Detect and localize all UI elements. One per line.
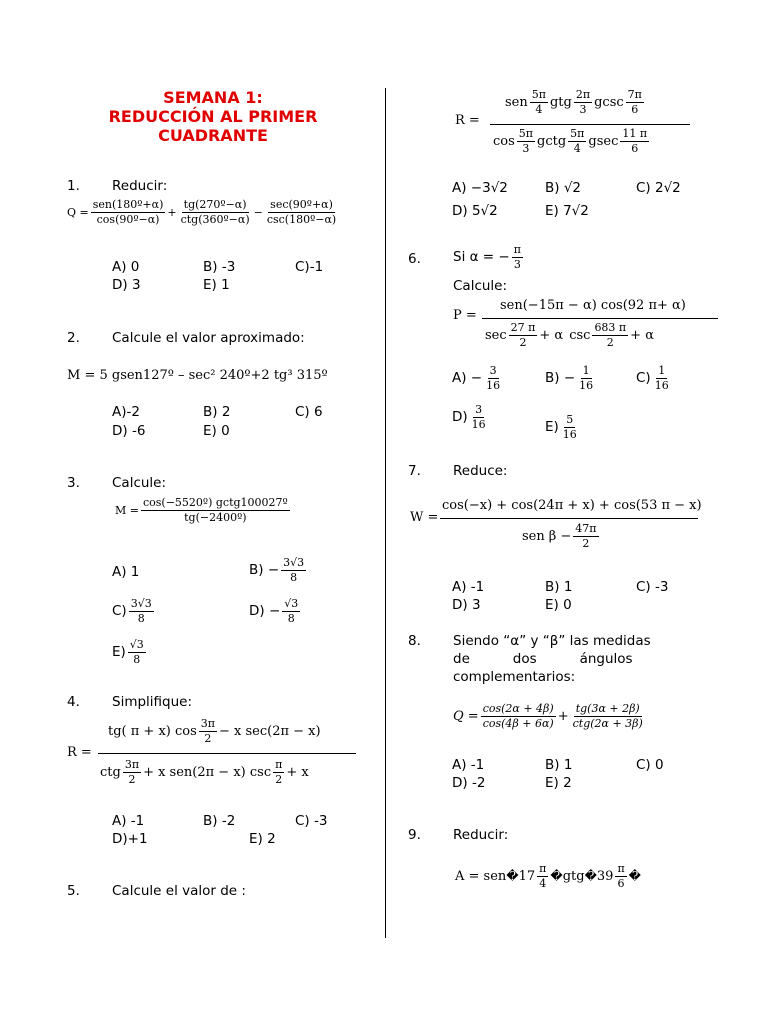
problem-2-option-c: C) 6 [295,404,323,420]
problem-7-numerator: cos(−x) + cos(24π + x) + cos(53 π − x) [442,498,702,513]
problem-7-option-a: A) -1 [452,579,485,595]
problem-9-formula: A = sen � 17 $\frac{\pi}{4}$ � gtg � 39 $\frac{\pi}{6}$ � [455,862,641,890]
problem-6-option-d: D) $\frac{3}{16}$ [452,403,486,431]
problem-5-lhs: R = [455,113,480,128]
title-line-3: CUADRANTE [158,126,268,145]
problem-7-option-b: B) 1 [545,579,573,595]
title-line-2: REDUCCIÓN AL PRIMER [108,107,318,126]
problem-3-option-d: D) − $\frac{√3}{8}$ [249,597,299,625]
problem-8-prompt-line1: Siendo “α” y “β” las medidas [453,633,651,649]
problem-2-prompt: Calcule el valor aproximado: [112,330,305,346]
problem-4-option-d: D)+1 [112,831,148,847]
problem-7-option-c: C) -3 [636,579,669,595]
problem-7-denominator: sen β − $\frac{47\pi}{2}$ [522,522,597,550]
problem-4-number: 4. [67,694,80,710]
problem-8-formula: Q = $\frac{\cos(2\alpha + 4\beta)}{\cos(4\beta + 6\alpha)}$ + $\frac{tg(3\alpha + 2\beta)}{\text{ctg(2α + 3β)}}$ [453,702,643,730]
problem-7-fraction-bar [440,518,698,519]
problem-5-prompt: Calcule el valor de : [112,883,246,899]
problem-6-option-a: A) − $\frac{3}{16}$ [452,364,501,392]
problem-5-fraction-bar [490,124,690,125]
problem-8-number: 8. [408,633,421,649]
problem-1-option-d: D) 3 [112,277,141,293]
problem-1-option-c: C)-1 [295,259,324,275]
problem-1-option-b: B) -3 [203,259,236,275]
problem-1-formula: Q = $\frac{\text{sen(180º+α)}}{\text{cos(90º−α)}}$ + $\frac{\text{tg(270º−α)}}{\text{ctg(360º−α)}}$ − $\frac{\text{sec(90º+α)}}{\text{csc(180º−α)}}$ [67,198,337,226]
problem-8-option-d: D) -2 [452,775,486,791]
problem-4-option-b: B) -2 [203,813,236,829]
problem-8-option-e: E) 2 [545,775,572,791]
problem-4-option-e: E) 2 [249,831,276,847]
problem-8-option-a: A) -1 [452,757,485,773]
problem-2-formula: M = 5 gsen127º – sec² 240º+2 tg³ 315º [67,368,328,383]
problem-4-denominator: ctg $\frac{3\pi}{2}$ + x sen(2π − x) csc $\frac{\pi}{2}$ + x [100,758,309,786]
problem-5-option-a: A) −3√2 [452,180,508,196]
problem-5-option-c: C) 2√2 [636,180,681,196]
problem-4-numerator: tg( π + x) cos $\frac{3\pi}{2}$ − x sec(2π − x) [108,717,321,745]
problem-3-option-e: E) $\frac{√3}{8}$ [112,638,144,666]
problem-4-fraction-bar [98,753,356,754]
problem-7-lhs: W = [410,510,439,525]
problem-9-prompt: Reducir: [453,827,509,843]
problem-6-lhs: P = [453,308,477,323]
problem-5-option-d: D) 5√2 [452,203,498,219]
title-line-1: SEMANA 1: [163,88,263,107]
problem-4-option-a: A) -1 [112,813,145,829]
problem-5-numerator: sen $\frac{5\pi}{4}$ gtg $\frac{2\pi}{3}$ gcsc $\frac{7\pi}{6}$ [505,88,642,116]
problem-6-calcule: Calcule: [453,278,508,294]
problem-7-prompt: Reduce: [453,463,508,479]
problem-5-number: 5. [67,883,80,899]
problem-3-option-a: A) 1 [112,564,140,580]
problem-7-option-d: D) 3 [452,597,481,613]
problem-6-denominator: sec $\frac{27 \pi}{2}$ + α csc $\frac{683 \pi}{2}$ + α [485,321,654,349]
problem-4-prompt: Simplifique: [112,694,193,710]
problem-6-option-c: C) $\frac{1}{16}$ [636,364,669,392]
problem-4-lhs: R = [67,745,92,760]
column-divider [385,88,386,938]
problem-6-numerator: sen(−15π − α) cos(92 π+ α) [500,298,686,313]
problem-3-option-c: C) $\frac{3√3}{8}$ [112,597,152,625]
problem-8-option-c: C) 0 [636,757,664,773]
problem-5-option-b: B) √2 [545,180,582,196]
problem-6-fraction-bar [482,318,718,319]
problem-1-prompt: Reducir: [112,178,168,194]
problem-2-option-e: E) 0 [203,423,230,439]
problem-5-denominator: cos $\frac{5\pi}{3}$ gctg $\frac{5\pi}{4}$ gsec $\frac{11 \pi}{6}$ [493,127,648,155]
problem-6-number: 6. [408,251,421,267]
problem-8-prompt-line2: de dos ángulos [453,651,633,667]
problem-7-number: 7. [408,463,421,479]
problem-3-prompt: Calcule: [112,475,167,491]
problem-5-option-e: E) 7√2 [545,203,589,219]
problem-1-number: 1. [67,178,80,194]
problem-8-prompt-line3: complementarios: [453,669,576,685]
problem-7-option-e: E) 0 [545,597,572,613]
problem-2-option-b: B) 2 [203,404,231,420]
problem-2-option-d: D) -6 [112,423,146,439]
problem-3-number: 3. [67,475,80,491]
problem-4-option-c: C) -3 [295,813,328,829]
problem-8-option-b: B) 1 [545,757,573,773]
problem-2-number: 2. [67,330,80,346]
problem-1-option-a: A) 0 [112,259,140,275]
problem-9-number: 9. [408,827,421,843]
problem-2-option-a: A)-2 [112,404,140,420]
problem-1-option-e: E) 1 [203,277,230,293]
problem-6-option-b: B) − $\frac{1}{16}$ [545,364,594,392]
problem-6-prompt: Si α = − $\frac{\pi}{3}$ [453,243,521,271]
problem-3-formula: M = $\frac{\text{cos(−5520º) gctg100027º}}{\text{tg(−2400º)}}$ [115,496,288,524]
problem-6-option-e: E) $\frac{5}{16}$ [545,413,577,441]
problem-3-option-b: B) − $\frac{3√3}{8}$ [249,556,305,584]
